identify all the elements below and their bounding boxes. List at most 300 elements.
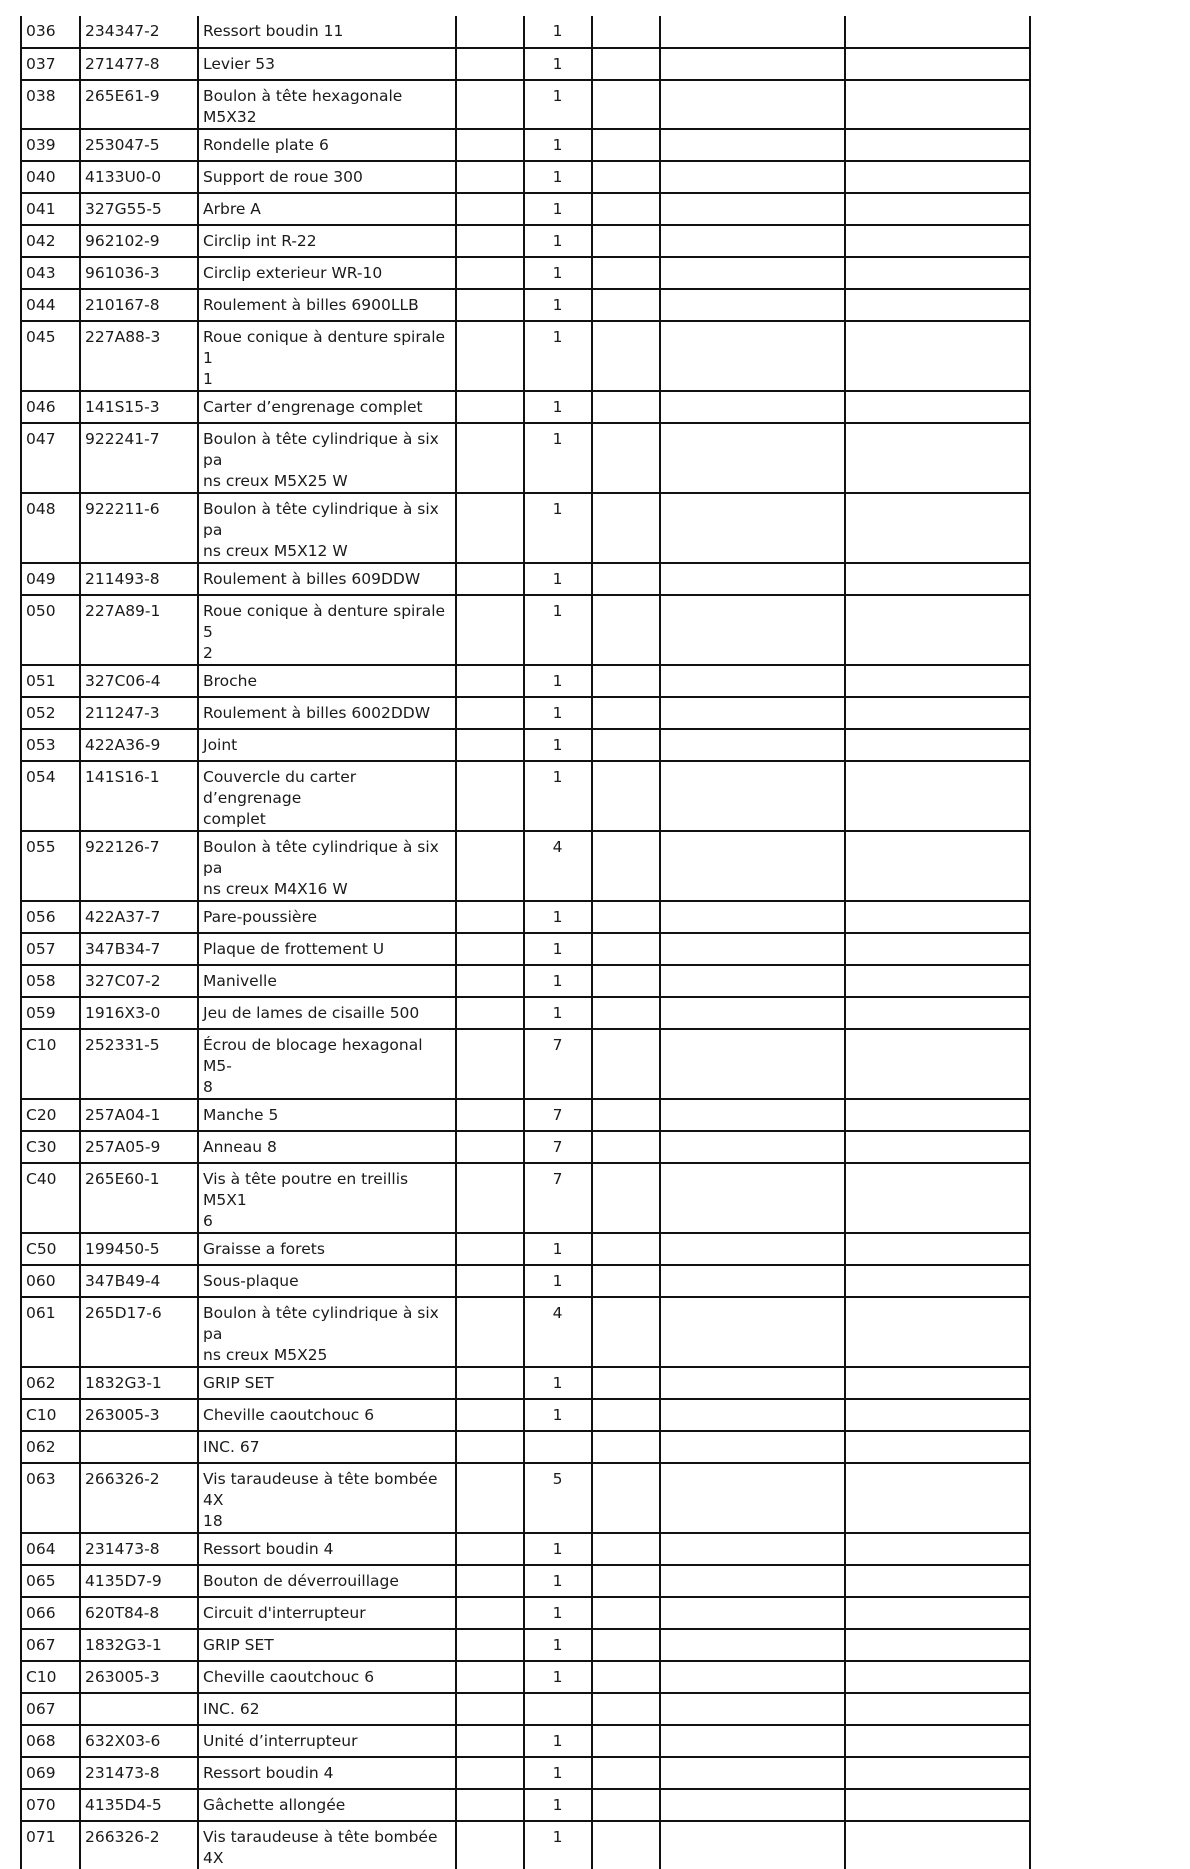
quantity-cell: 1 xyxy=(524,595,592,665)
empty-cell xyxy=(660,129,845,161)
empty-cell xyxy=(592,1297,660,1367)
empty-cell xyxy=(845,761,1030,831)
empty-cell xyxy=(592,1757,660,1789)
empty-cell xyxy=(845,1661,1030,1693)
empty-cell xyxy=(592,1565,660,1597)
item-number-cell: 037 xyxy=(21,48,80,80)
empty-cell xyxy=(456,1297,524,1367)
description-cell: Gâchette allongée xyxy=(198,1789,456,1821)
part-number-cell: 211493-8 xyxy=(80,563,198,595)
empty-cell xyxy=(660,321,845,391)
description-cell: Carter d’engrenage complet xyxy=(198,391,456,423)
empty-cell xyxy=(456,1233,524,1265)
empty-cell xyxy=(660,729,845,761)
item-number-cell: C30 xyxy=(21,1131,80,1163)
empty-cell xyxy=(456,16,524,48)
part-number-cell: 632X03-6 xyxy=(80,1725,198,1757)
item-number-cell: 038 xyxy=(21,80,80,129)
empty-cell xyxy=(660,225,845,257)
item-number-cell: 046 xyxy=(21,391,80,423)
description-cell: GRIP SET xyxy=(198,1367,456,1399)
empty-cell xyxy=(456,1399,524,1431)
item-number-cell: 045 xyxy=(21,321,80,391)
item-number-cell: C40 xyxy=(21,1163,80,1233)
table-row xyxy=(21,161,1030,193)
description-cell: Arbre A xyxy=(198,193,456,225)
empty-cell xyxy=(592,595,660,665)
empty-cell xyxy=(660,1789,845,1821)
table-row xyxy=(21,1099,1030,1131)
part-number-cell: 141S16-1 xyxy=(80,761,198,831)
description-cell: Manche 5 xyxy=(198,1099,456,1131)
part-number-cell: 253047-5 xyxy=(80,129,198,161)
table-row xyxy=(21,1029,1030,1099)
table-row xyxy=(21,80,1030,129)
empty-cell xyxy=(456,997,524,1029)
quantity-cell: 1 xyxy=(524,1629,592,1661)
empty-cell xyxy=(592,697,660,729)
item-number-cell: 059 xyxy=(21,997,80,1029)
quantity-cell: 4 xyxy=(524,1297,592,1367)
item-number-cell: 071 xyxy=(21,1821,80,1869)
empty-cell xyxy=(660,595,845,665)
empty-cell xyxy=(660,1821,845,1869)
part-number-cell: 141S15-3 xyxy=(80,391,198,423)
quantity-cell: 1 xyxy=(524,80,592,129)
part-number-cell: 922211-6 xyxy=(80,493,198,563)
empty-cell xyxy=(592,225,660,257)
table-row xyxy=(21,1297,1030,1367)
empty-cell xyxy=(660,1629,845,1661)
empty-cell xyxy=(456,965,524,997)
item-number-cell: 039 xyxy=(21,129,80,161)
table-row xyxy=(21,289,1030,321)
empty-cell xyxy=(592,423,660,493)
empty-cell xyxy=(592,493,660,563)
item-number-cell: C10 xyxy=(21,1399,80,1431)
table-row xyxy=(21,965,1030,997)
empty-cell xyxy=(456,761,524,831)
part-number-cell: 4133U0-0 xyxy=(80,161,198,193)
description-cell: Levier 53 xyxy=(198,48,456,80)
empty-cell xyxy=(592,1399,660,1431)
empty-cell xyxy=(845,1233,1030,1265)
empty-cell xyxy=(845,1131,1030,1163)
table-row xyxy=(21,1431,1030,1463)
part-number-cell: 227A89-1 xyxy=(80,595,198,665)
table-row xyxy=(21,1463,1030,1533)
empty-cell xyxy=(592,16,660,48)
part-number-cell: 231473-8 xyxy=(80,1757,198,1789)
parts-table xyxy=(20,16,1031,1869)
empty-cell xyxy=(592,193,660,225)
description-cell: Support de roue 300 xyxy=(198,161,456,193)
part-number-cell: 922126-7 xyxy=(80,831,198,901)
description-cell: Boulon à tête cylindrique à six pa ns creux M5X12 W xyxy=(198,493,456,563)
empty-cell xyxy=(456,665,524,697)
empty-cell xyxy=(845,193,1030,225)
description-cell: Sous-plaque xyxy=(198,1265,456,1297)
item-number-cell: 061 xyxy=(21,1297,80,1367)
empty-cell xyxy=(456,1661,524,1693)
table-row xyxy=(21,257,1030,289)
empty-cell xyxy=(845,933,1030,965)
empty-cell xyxy=(660,1099,845,1131)
empty-cell xyxy=(845,48,1030,80)
item-number-cell: 058 xyxy=(21,965,80,997)
description-cell: Boulon à tête cylindrique à six pa ns creux M5X25 W xyxy=(198,423,456,493)
empty-cell xyxy=(660,1029,845,1099)
empty-cell xyxy=(592,831,660,901)
table-row xyxy=(21,1693,1030,1725)
item-number-cell: 042 xyxy=(21,225,80,257)
empty-cell xyxy=(660,1757,845,1789)
empty-cell xyxy=(456,48,524,80)
table-row xyxy=(21,563,1030,595)
table-row xyxy=(21,1533,1030,1565)
empty-cell xyxy=(660,1463,845,1533)
table-row xyxy=(21,493,1030,563)
empty-cell xyxy=(845,595,1030,665)
table-row xyxy=(21,729,1030,761)
item-number-cell: 057 xyxy=(21,933,80,965)
description-cell: Cheville caoutchouc 6 xyxy=(198,1661,456,1693)
quantity-cell: 1 xyxy=(524,933,592,965)
empty-cell xyxy=(660,193,845,225)
quantity-cell: 1 xyxy=(524,129,592,161)
empty-cell xyxy=(845,697,1030,729)
part-number-cell: 263005-3 xyxy=(80,1661,198,1693)
empty-cell xyxy=(592,1597,660,1629)
empty-cell xyxy=(456,1565,524,1597)
quantity-cell: 1 xyxy=(524,257,592,289)
description-cell: Anneau 8 xyxy=(198,1131,456,1163)
empty-cell xyxy=(660,665,845,697)
empty-cell xyxy=(456,1029,524,1099)
table-row xyxy=(21,1725,1030,1757)
item-number-cell: 067 xyxy=(21,1693,80,1725)
empty-cell xyxy=(660,257,845,289)
empty-cell xyxy=(456,1131,524,1163)
empty-cell xyxy=(592,1463,660,1533)
description-cell: Jeu de lames de cisaille 500 xyxy=(198,997,456,1029)
empty-cell xyxy=(456,1693,524,1725)
table-row xyxy=(21,1821,1030,1869)
description-cell: Vis taraudeuse à tête bombée 4X 18 xyxy=(198,1463,456,1533)
item-number-cell: 065 xyxy=(21,1565,80,1597)
empty-cell xyxy=(845,1693,1030,1725)
empty-cell xyxy=(660,391,845,423)
empty-cell xyxy=(592,1431,660,1463)
empty-cell xyxy=(592,1661,660,1693)
table-row xyxy=(21,1789,1030,1821)
quantity-cell: 1 xyxy=(524,1399,592,1431)
item-number-cell: 047 xyxy=(21,423,80,493)
parts-table-body xyxy=(21,16,1030,1869)
quantity-cell: 7 xyxy=(524,1131,592,1163)
empty-cell xyxy=(592,161,660,193)
item-number-cell: 055 xyxy=(21,831,80,901)
quantity-cell: 5 xyxy=(524,1463,592,1533)
empty-cell xyxy=(660,48,845,80)
empty-cell xyxy=(660,80,845,129)
empty-cell xyxy=(660,16,845,48)
item-number-cell: 040 xyxy=(21,161,80,193)
empty-cell xyxy=(592,1265,660,1297)
empty-cell xyxy=(592,257,660,289)
empty-cell xyxy=(456,1821,524,1869)
empty-cell xyxy=(456,423,524,493)
item-number-cell: 049 xyxy=(21,563,80,595)
description-cell: Broche xyxy=(198,665,456,697)
item-number-cell: 070 xyxy=(21,1789,80,1821)
empty-cell xyxy=(592,1367,660,1399)
quantity-cell: 1 xyxy=(524,997,592,1029)
empty-cell xyxy=(456,1757,524,1789)
quantity-cell: 1 xyxy=(524,1821,592,1869)
part-number-cell: 962102-9 xyxy=(80,225,198,257)
part-number-cell: 327G55-5 xyxy=(80,193,198,225)
empty-cell xyxy=(456,1629,524,1661)
table-row xyxy=(21,933,1030,965)
empty-cell xyxy=(845,321,1030,391)
empty-cell xyxy=(592,1163,660,1233)
part-number-cell: 227A88-3 xyxy=(80,321,198,391)
quantity-cell: 1 xyxy=(524,697,592,729)
empty-cell xyxy=(845,1029,1030,1099)
description-cell: Boulon à tête cylindrique à six pa ns creux M5X25 xyxy=(198,1297,456,1367)
empty-cell xyxy=(845,1399,1030,1431)
empty-cell xyxy=(592,729,660,761)
description-cell: Vis à tête poutre en treillis M5X1 6 xyxy=(198,1163,456,1233)
part-number-cell: 210167-8 xyxy=(80,289,198,321)
empty-cell xyxy=(592,80,660,129)
part-number-cell: 271477-8 xyxy=(80,48,198,80)
quantity-cell: 4 xyxy=(524,831,592,901)
empty-cell xyxy=(592,1533,660,1565)
table-row xyxy=(21,1597,1030,1629)
empty-cell xyxy=(660,1725,845,1757)
part-number-cell: 422A36-9 xyxy=(80,729,198,761)
table-row xyxy=(21,665,1030,697)
empty-cell xyxy=(660,1431,845,1463)
empty-cell xyxy=(845,729,1030,761)
empty-cell xyxy=(845,16,1030,48)
empty-cell xyxy=(660,1597,845,1629)
table-row xyxy=(21,16,1030,48)
empty-cell xyxy=(456,289,524,321)
table-row xyxy=(21,1757,1030,1789)
description-cell: Rondelle plate 6 xyxy=(198,129,456,161)
quantity-cell: 1 xyxy=(524,1597,592,1629)
quantity-cell xyxy=(524,1431,592,1463)
item-number-cell: 048 xyxy=(21,493,80,563)
quantity-cell: 1 xyxy=(524,729,592,761)
empty-cell xyxy=(660,423,845,493)
empty-cell xyxy=(660,1693,845,1725)
part-number-cell: 234347-2 xyxy=(80,16,198,48)
empty-cell xyxy=(592,1629,660,1661)
table-row xyxy=(21,901,1030,933)
empty-cell xyxy=(660,831,845,901)
empty-cell xyxy=(660,1661,845,1693)
empty-cell xyxy=(660,289,845,321)
item-number-cell: 036 xyxy=(21,16,80,48)
empty-cell xyxy=(592,965,660,997)
quantity-cell: 1 xyxy=(524,423,592,493)
part-number-cell: 347B34-7 xyxy=(80,933,198,965)
part-number-cell: 265E61-9 xyxy=(80,80,198,129)
empty-cell xyxy=(456,697,524,729)
empty-cell xyxy=(592,391,660,423)
table-row xyxy=(21,1661,1030,1693)
table-row xyxy=(21,761,1030,831)
part-number-cell: 211247-3 xyxy=(80,697,198,729)
part-number-cell: 347B49-4 xyxy=(80,1265,198,1297)
part-number-cell: 199450-5 xyxy=(80,1233,198,1265)
empty-cell xyxy=(845,423,1030,493)
quantity-cell: 1 xyxy=(524,16,592,48)
item-number-cell: 044 xyxy=(21,289,80,321)
table-row xyxy=(21,1265,1030,1297)
part-number-cell: 231473-8 xyxy=(80,1533,198,1565)
empty-cell xyxy=(592,1725,660,1757)
quantity-cell: 1 xyxy=(524,1725,592,1757)
item-number-cell: 068 xyxy=(21,1725,80,1757)
empty-cell xyxy=(592,48,660,80)
quantity-cell: 7 xyxy=(524,1163,592,1233)
empty-cell xyxy=(845,901,1030,933)
description-cell: INC. 67 xyxy=(198,1431,456,1463)
item-number-cell: 067 xyxy=(21,1629,80,1661)
empty-cell xyxy=(845,1265,1030,1297)
description-cell: GRIP SET xyxy=(198,1629,456,1661)
quantity-cell xyxy=(524,1693,592,1725)
part-number-cell: 1832G3-1 xyxy=(80,1367,198,1399)
quantity-cell: 1 xyxy=(524,665,592,697)
description-cell: Ressort boudin 11 xyxy=(198,16,456,48)
description-cell: Roue conique à denture spirale 5 2 xyxy=(198,595,456,665)
table-row xyxy=(21,1163,1030,1233)
quantity-cell: 1 xyxy=(524,1789,592,1821)
description-cell: Circlip int R-22 xyxy=(198,225,456,257)
part-number-cell: 265E60-1 xyxy=(80,1163,198,1233)
empty-cell xyxy=(592,1029,660,1099)
empty-cell xyxy=(456,225,524,257)
item-number-cell: 060 xyxy=(21,1265,80,1297)
empty-cell xyxy=(592,933,660,965)
quantity-cell: 1 xyxy=(524,761,592,831)
item-number-cell: 050 xyxy=(21,595,80,665)
empty-cell xyxy=(845,1533,1030,1565)
quantity-cell: 1 xyxy=(524,391,592,423)
part-number-cell: 266326-2 xyxy=(80,1463,198,1533)
quantity-cell: 1 xyxy=(524,321,592,391)
empty-cell xyxy=(845,1789,1030,1821)
item-number-cell: C20 xyxy=(21,1099,80,1131)
quantity-cell: 1 xyxy=(524,1533,592,1565)
empty-cell xyxy=(456,1367,524,1399)
description-cell: Écrou de blocage hexagonal M5- 8 xyxy=(198,1029,456,1099)
part-number-cell: 257A04-1 xyxy=(80,1099,198,1131)
table-row xyxy=(21,1367,1030,1399)
table-row xyxy=(21,1629,1030,1661)
part-number-cell: 266326-2 xyxy=(80,1821,198,1869)
empty-cell xyxy=(456,1163,524,1233)
empty-cell xyxy=(456,901,524,933)
part-number-cell: 422A37-7 xyxy=(80,901,198,933)
empty-cell xyxy=(592,1099,660,1131)
item-number-cell: C10 xyxy=(21,1661,80,1693)
item-number-cell: 053 xyxy=(21,729,80,761)
empty-cell xyxy=(845,1821,1030,1869)
empty-cell xyxy=(456,161,524,193)
part-number-cell: 4135D4-5 xyxy=(80,1789,198,1821)
quantity-cell: 1 xyxy=(524,563,592,595)
empty-cell xyxy=(456,933,524,965)
table-row xyxy=(21,595,1030,665)
description-cell: Circuit d'interrupteur xyxy=(198,1597,456,1629)
empty-cell xyxy=(845,665,1030,697)
table-row xyxy=(21,997,1030,1029)
empty-cell xyxy=(845,493,1030,563)
description-cell: Roue conique à denture spirale 1 1 xyxy=(198,321,456,391)
quantity-cell: 1 xyxy=(524,1661,592,1693)
item-number-cell: 054 xyxy=(21,761,80,831)
empty-cell xyxy=(660,965,845,997)
empty-cell xyxy=(845,161,1030,193)
table-row xyxy=(21,1131,1030,1163)
item-number-cell: 069 xyxy=(21,1757,80,1789)
empty-cell xyxy=(845,129,1030,161)
quantity-cell: 1 xyxy=(524,965,592,997)
empty-cell xyxy=(845,1367,1030,1399)
empty-cell xyxy=(592,997,660,1029)
empty-cell xyxy=(845,391,1030,423)
empty-cell xyxy=(592,129,660,161)
description-cell: Bouton de déverrouillage xyxy=(198,1565,456,1597)
quantity-cell: 1 xyxy=(524,901,592,933)
empty-cell xyxy=(456,595,524,665)
empty-cell xyxy=(660,1399,845,1431)
description-cell: Joint xyxy=(198,729,456,761)
empty-cell xyxy=(660,563,845,595)
empty-cell xyxy=(592,563,660,595)
empty-cell xyxy=(845,80,1030,129)
empty-cell xyxy=(592,901,660,933)
part-number-cell: 327C06-4 xyxy=(80,665,198,697)
empty-cell xyxy=(456,563,524,595)
empty-cell xyxy=(456,321,524,391)
table-row xyxy=(21,48,1030,80)
empty-cell xyxy=(456,257,524,289)
description-cell: Boulon à tête hexagonale M5X32 xyxy=(198,80,456,129)
quantity-cell: 1 xyxy=(524,1757,592,1789)
table-row xyxy=(21,225,1030,257)
empty-cell xyxy=(456,1533,524,1565)
table-row xyxy=(21,831,1030,901)
empty-cell xyxy=(456,1099,524,1131)
empty-cell xyxy=(456,493,524,563)
empty-cell xyxy=(456,193,524,225)
quantity-cell: 1 xyxy=(524,1367,592,1399)
quantity-cell: 1 xyxy=(524,1233,592,1265)
empty-cell xyxy=(592,321,660,391)
empty-cell xyxy=(592,289,660,321)
empty-cell xyxy=(456,1431,524,1463)
description-cell: INC. 62 xyxy=(198,1693,456,1725)
table-row xyxy=(21,1233,1030,1265)
